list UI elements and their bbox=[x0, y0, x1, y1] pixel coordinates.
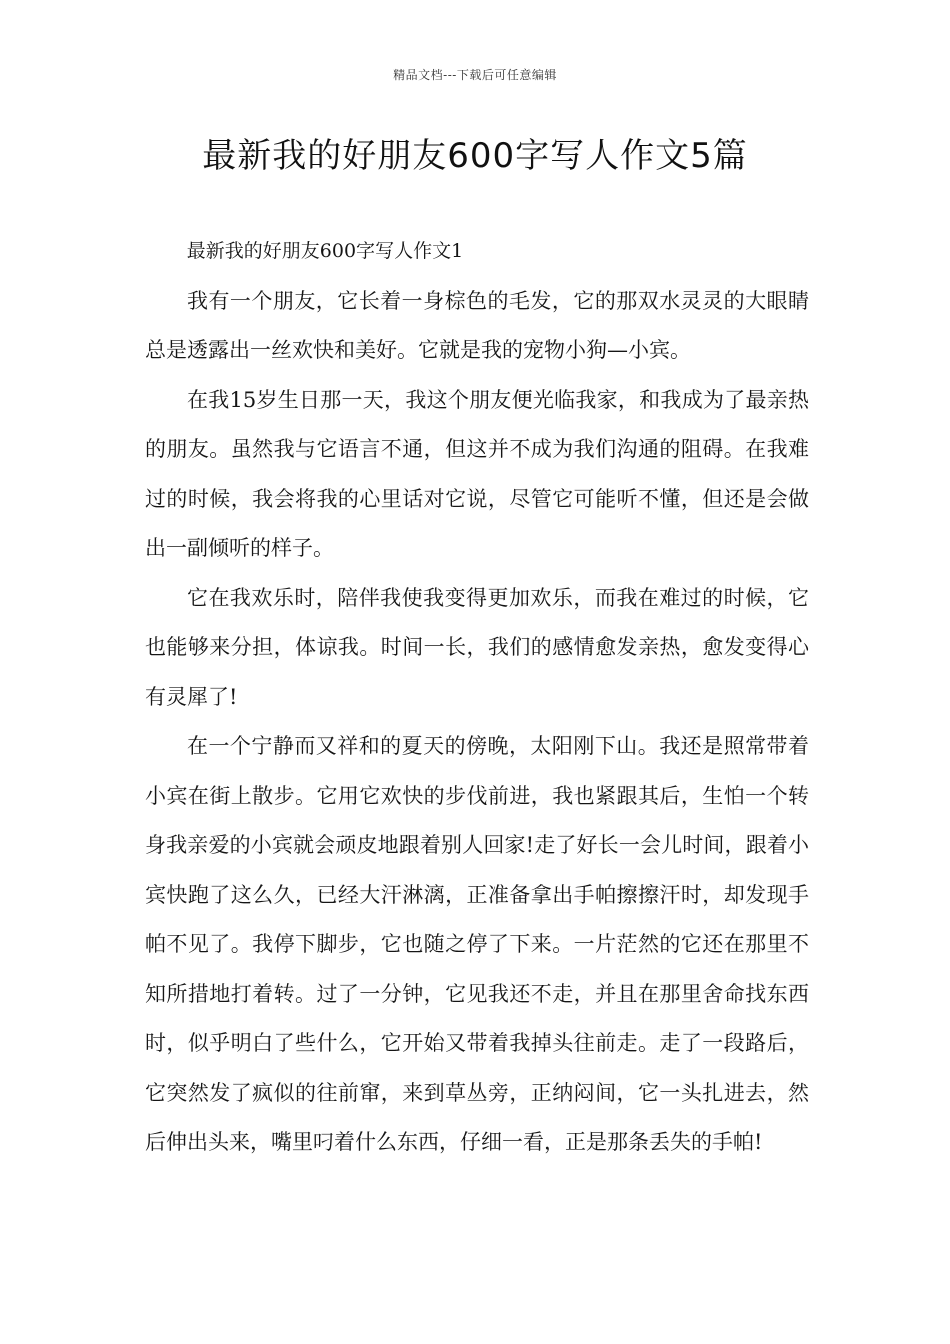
document-title: 最新我的好朋友600字写人作文5篇 bbox=[202, 136, 748, 176]
paragraph-2: 在我15岁生日那一天，我这个朋友便光临我家，和我成为了最亲热的朋友。虽然我与它语言不通，但这并不成为我们沟通的阻碍。在我难过的时候，我会将我的心里话对它说，尽管它可能听不懂，但还是会做出一副倾听的样子。 bbox=[145, 387, 809, 560]
header-note: 精品文档---下载后可任意编辑 bbox=[393, 68, 557, 82]
essay-subtitle: 最新我的好朋友600字写人作文1 bbox=[186, 240, 464, 262]
paragraph-1: 我有一个朋友，它长着一身棕色的毛发，它的那双水灵灵的大眼睛总是透露出一丝欢快和美好。它就是我的宠物小狗—小宾。 bbox=[145, 288, 809, 362]
paragraph-4: 在一个宁静而又祥和的夏天的傍晚，太阳刚下山。我还是照常带着小宾在街上散步。它用它欢快的步伐前进，我也紧跟其后，生怕一个转身我亲爱的小宾就会顽皮地跟着别人回家!走了好长一会儿时间，跟着小宾快跑了这么久，已经大汗淋漓，正准备拿出手帕擦擦汗时，却发现手帕不见了。我停下脚步，它也随之停了下来。一片茫然的它还在那里不知所措地打着转。过了一分钟，它见我还不走，并且在那里舍命找东西时，似乎明白了些什么，它开始又带着我掉头往前走。走了一段路后，它突然发了疯似的往前窜，来到草丛旁，正纳闷间，它一头扎进去，然后伸出头来，嘴里叼着什么东西，仔细一看，正是那条丢失的手帕! bbox=[145, 734, 809, 1154]
document-body bbox=[145, 227, 809, 1168]
paragraph-3: 它在我欢乐时，陪伴我使我变得更加欢乐，而我在难过的时候，它也能够来分担，体谅我。时间一长，我们的感情愈发亲热，愈发变得心有灵犀了! bbox=[145, 585, 809, 709]
